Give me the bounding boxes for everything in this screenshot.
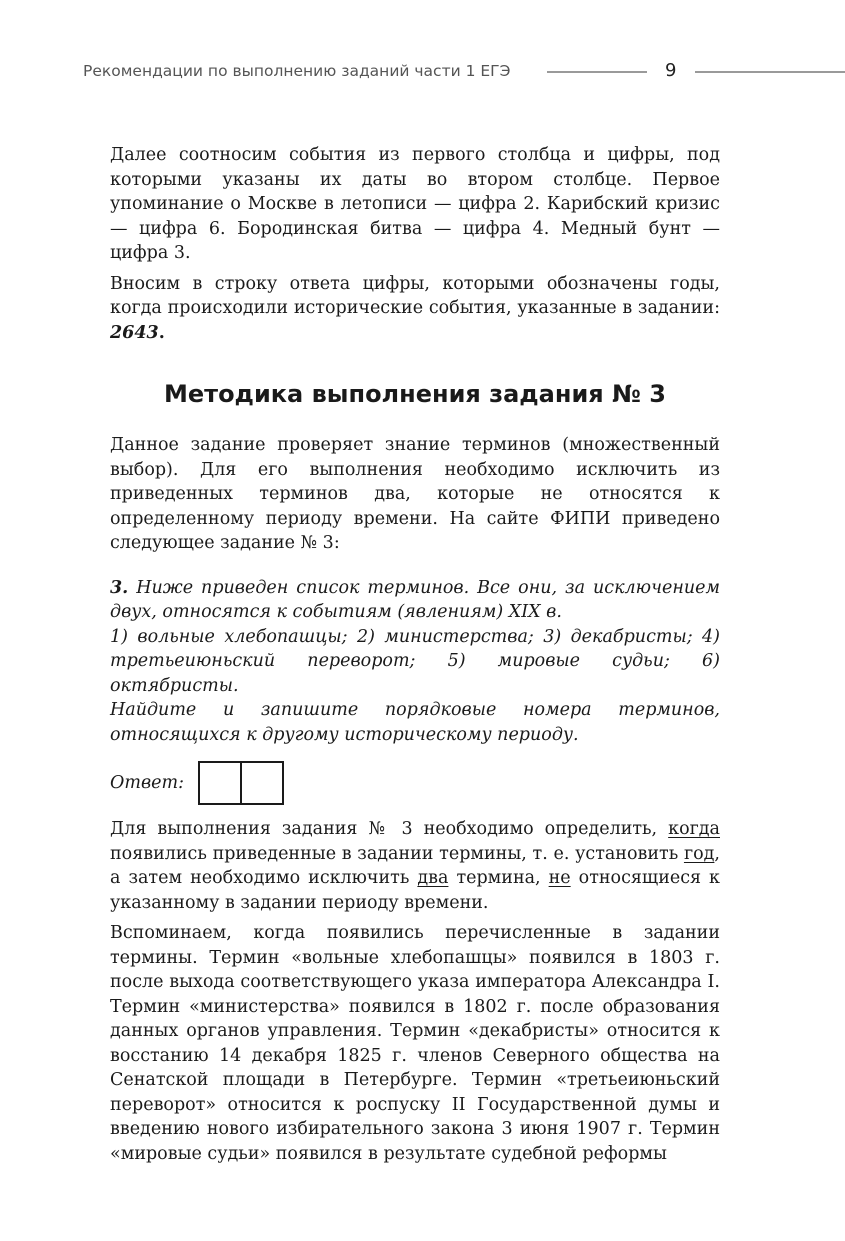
task-text: Ниже приведен список терминов. Все они, за исключением двух, относятся к событиям (явлениям) XIX в. <box>110 577 720 622</box>
description-text: Данное задание проверяет знание терминов (множественный выбор). Для его выполнения необходимо исключить из приведенных терминов два, которые не относятся к определенному периоду времени. На сайте ФИПИ приведено следующее задание № 3: <box>110 435 720 553</box>
answer-cell <box>200 763 240 803</box>
intro-text-1: Далее соотносим события из первого столбца и цифры, под которыми указаны их даты во втором столбце. Первое упоминание о Москве в летописи — цифра 2. Карибский кризис — цифра 6. Бородинская битва — цифра 4. Медный бунт — цифра 3. <box>110 145 720 263</box>
answer-box <box>198 761 284 805</box>
explain-text: Для выполнения задания № 3 необходимо определить, <box>110 819 669 839</box>
header-rule-left <box>547 71 647 73</box>
header-rule-right <box>695 71 845 73</box>
explain-paragraph <box>110 817 720 915</box>
page-number: 9 <box>665 60 677 81</box>
underlined-word: два <box>417 868 449 888</box>
intro-text-2: Вносим в строку ответа цифры, которыми обозначены годы, когда происходили исторические события, указанные в задании: <box>110 273 720 318</box>
explain-text: , а затем необходимо исключить <box>110 843 720 888</box>
intro-answer: 2643 <box>110 322 159 343</box>
answer-row <box>110 761 720 805</box>
page-content <box>110 143 720 1166</box>
explain-text: термина, <box>448 868 549 888</box>
header-title: Рекомендации по выполнению заданий части 1 ЕГЭ <box>83 62 511 80</box>
intro-paragraph-1 <box>110 143 720 266</box>
section-heading: Методика выполнения задания № 3 <box>164 380 666 408</box>
task-intro <box>110 576 720 625</box>
recall-paragraph <box>110 921 720 1166</box>
underlined-word: когда <box>668 819 720 839</box>
underlined-word: не <box>548 868 571 888</box>
explain-text: относящиеся к указанному в задании периоду времени. <box>110 868 720 913</box>
description-paragraph <box>110 433 720 556</box>
answer-label: Ответ: <box>110 772 184 793</box>
task-number: 3. <box>110 577 129 598</box>
task-instruction: Найдите и запишите порядковые номера терминов, относящихся к другому историческому периоду. <box>110 700 720 745</box>
intro-end: . <box>158 322 165 343</box>
task-list: 1) вольные хлебопашцы; 2) министерства; 3) декабристы; 4) третьеиюньский переворот; 5) мировые судьи; 6) октябристы. <box>110 626 720 696</box>
task-block <box>110 576 720 806</box>
explain-text: появились приведенные в задании термины, т. е. установить <box>110 843 684 864</box>
recall-text: Вспоминаем, когда появились перечисленные в задании термины. Термин «вольные хлебопашцы» появился в 1803 г. после выхода соответствующего указа императора Александра I. Термин «министерства» появился в 1802 г. после образования данных органов управления. Термин «декабристы» относится к восстанию 14 декабря 1825 г. членов Северного общества на Сенатской площади в Петербурге. Термин «третьеиюньский переворот» относится к роспуску II Государственной думы и введению нового избирательного закона 3 июня 1907 г. Термин «мировые судьи» появился в результате судебной реформы <box>110 923 720 1164</box>
intro-paragraph-2 <box>110 272 720 346</box>
running-header <box>83 60 845 86</box>
underlined-word: год <box>683 843 715 864</box>
answer-cell <box>240 763 282 803</box>
